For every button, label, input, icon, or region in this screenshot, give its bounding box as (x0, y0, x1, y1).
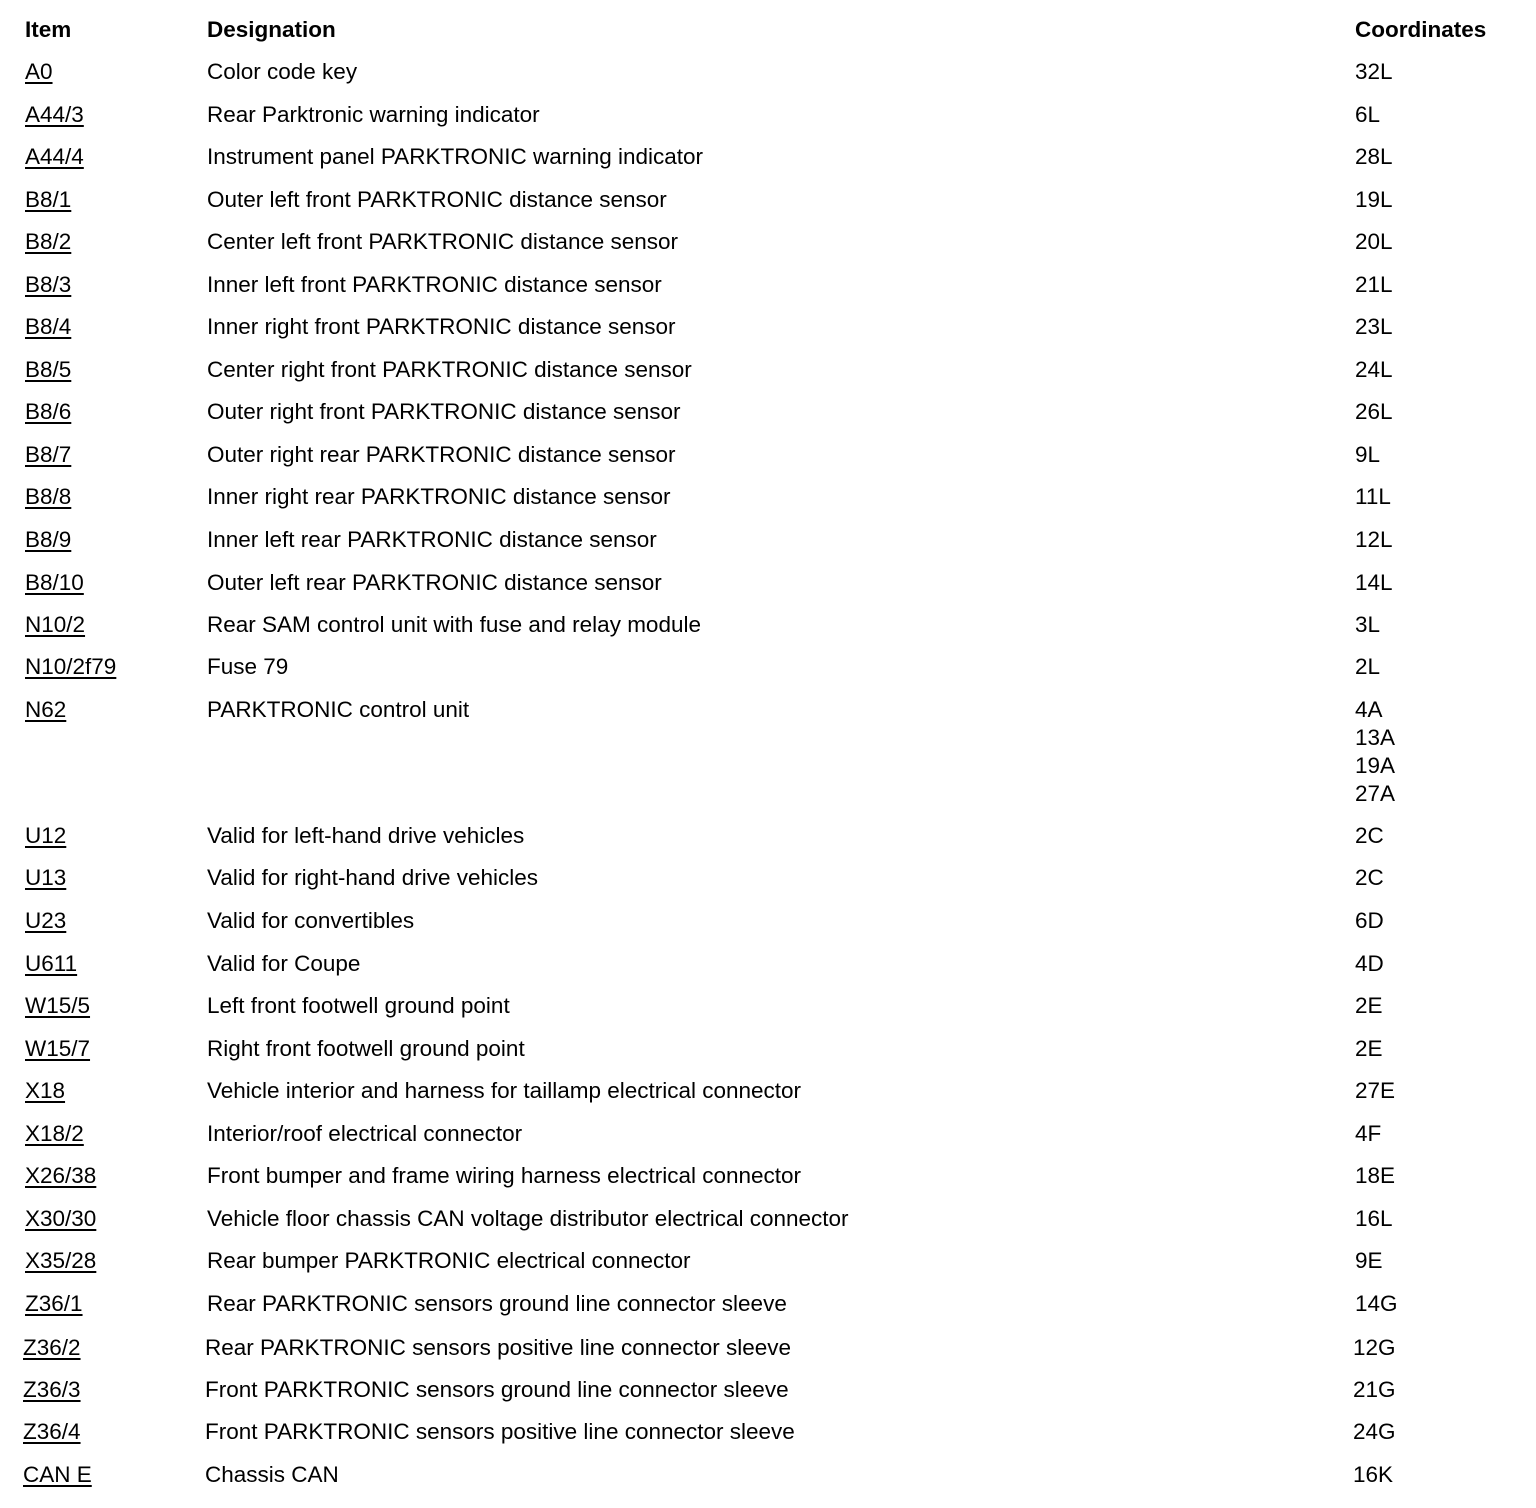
designation-text: Rear PARKTRONIC sensors positive line connector sleeve (205, 1335, 792, 1360)
coordinate-value: 14G (1355, 1291, 1398, 1316)
item-link[interactable]: X30/30 (25, 1206, 97, 1231)
coordinate-value: 32L (1355, 59, 1393, 84)
item-link[interactable]: B8/9 (25, 527, 72, 552)
item-link[interactable]: Z36/2 (23, 1335, 81, 1360)
coordinate-value: 4D (1355, 951, 1384, 976)
designation-text: Inner right rear PARKTRONIC distance sensor (207, 484, 671, 509)
item-link[interactable]: U611 (25, 951, 78, 976)
item-link[interactable]: B8/1 (25, 187, 72, 212)
designation-text: Outer right rear PARKTRONIC distance sensor (207, 442, 676, 467)
coordinates-cell (1355, 186, 1393, 214)
coordinates-cell (1355, 822, 1384, 850)
coordinates-cell (1353, 1418, 1396, 1446)
coordinates-cell (1353, 1376, 1396, 1404)
coordinate-value: 16L (1355, 1206, 1393, 1231)
coordinates-cell (1355, 483, 1391, 511)
item-link[interactable]: X18 (25, 1078, 66, 1103)
designation-text: Rear bumper PARKTRONIC electrical connector (207, 1248, 691, 1273)
coordinates-cell (1355, 313, 1393, 341)
item-link[interactable]: Z36/1 (25, 1291, 83, 1316)
designation-text: Inner right front PARKTRONIC distance sensor (207, 314, 676, 339)
coordinate-value: 11L (1355, 484, 1391, 509)
coordinate-value: 12G (1353, 1335, 1396, 1360)
item-link[interactable]: B8/6 (25, 399, 72, 424)
coordinate-value: 2E (1355, 993, 1383, 1018)
coordinates-cell (1355, 696, 1395, 808)
designation-text: Valid for left-hand drive vehicles (207, 823, 525, 848)
coordinate-value: 27E (1355, 1078, 1396, 1103)
item-link[interactable]: N62 (25, 697, 67, 722)
coordinates-cell (1355, 864, 1384, 892)
designation-text: Fuse 79 (207, 654, 289, 679)
coordinate-value: 4F (1355, 1121, 1382, 1146)
coordinates-cell (1355, 1247, 1383, 1275)
item-link[interactable]: W15/7 (25, 1036, 91, 1061)
coordinates-cell (1355, 228, 1393, 256)
coordinate-value: 13A (1355, 725, 1396, 750)
item-link[interactable]: X35/28 (25, 1248, 97, 1273)
designation-text: Outer left rear PARKTRONIC distance sensor (207, 570, 662, 595)
item-link[interactable]: B8/4 (25, 314, 72, 339)
designation-text: Valid for right-hand drive vehicles (207, 865, 538, 890)
designation-text: Vehicle interior and harness for taillamp electrical connector (207, 1078, 802, 1103)
coordinate-value: 18E (1355, 1163, 1396, 1188)
coordinates-cell (1355, 992, 1383, 1020)
designation-text: Outer right front PARKTRONIC distance sensor (207, 399, 681, 424)
coordinate-value: 2L (1355, 654, 1381, 679)
designation-text: Rear Parktronic warning indicator (207, 102, 540, 127)
coordinate-value: 2C (1355, 865, 1384, 890)
designation-text: Valid for Coupe (207, 951, 361, 976)
coordinates-cell (1355, 1120, 1381, 1148)
designation-text: Inner left rear PARKTRONIC distance sensor (207, 527, 657, 552)
item-link[interactable]: B8/8 (25, 484, 72, 509)
coordinates-cell (1355, 611, 1380, 639)
coordinate-value: 16K (1353, 1462, 1394, 1487)
designation-text: Rear PARKTRONIC sensors ground line connector sleeve (207, 1291, 787, 1316)
item-link[interactable]: X26/38 (25, 1163, 97, 1188)
coordinates-cell (1355, 1035, 1383, 1063)
coordinates-cell (1355, 143, 1393, 171)
coordinates-cell (1355, 1077, 1395, 1105)
item-link[interactable]: Z36/4 (23, 1419, 81, 1444)
header-item: Item (25, 17, 72, 42)
designation-text: Interior/roof electrical connector (207, 1121, 523, 1146)
item-link[interactable]: A0 (25, 59, 53, 84)
coordinates-cell (1355, 441, 1380, 469)
coordinates-cell (1353, 1461, 1393, 1489)
coordinate-value: 12L (1355, 527, 1393, 552)
designation-text: Valid for convertibles (207, 908, 415, 933)
designation-text: PARKTRONIC control unit (207, 697, 470, 722)
item-link[interactable]: N10/2f79 (25, 654, 117, 679)
item-link[interactable]: B8/7 (25, 442, 72, 467)
item-link[interactable]: U13 (25, 865, 67, 890)
item-link[interactable]: X18/2 (25, 1121, 84, 1146)
item-link[interactable]: B8/10 (25, 570, 84, 595)
designation-text: Front bumper and frame wiring harness electrical connector (207, 1163, 802, 1188)
designation-text: Outer left front PARKTRONIC distance sensor (207, 187, 667, 212)
designation-text: Front PARKTRONIC sensors positive line connector sleeve (205, 1419, 795, 1444)
coordinate-value: 6D (1355, 908, 1384, 933)
designation-text: Left front footwell ground point (207, 993, 510, 1018)
item-link[interactable]: B8/5 (25, 357, 72, 382)
coordinates-cell (1355, 569, 1393, 597)
designation-text: Vehicle floor chassis CAN voltage distributor electrical connector (207, 1206, 849, 1231)
coordinates-cell (1355, 271, 1393, 299)
coordinate-value: 3L (1355, 612, 1381, 637)
coordinate-value: 28L (1355, 144, 1393, 169)
coordinates-cell (1355, 356, 1393, 384)
header-designation: Designation (207, 17, 336, 42)
coordinate-value: 23L (1355, 314, 1393, 339)
coordinates-cell (1355, 101, 1380, 129)
coordinates-cell (1353, 1334, 1396, 1362)
item-link[interactable]: B8/2 (25, 229, 72, 254)
coordinate-value: 4A (1355, 697, 1383, 722)
coordinate-value: 24G (1353, 1419, 1396, 1444)
coordinate-value: 21L (1355, 272, 1393, 297)
item-link[interactable]: Z36/3 (23, 1377, 81, 1402)
item-link[interactable]: A44/3 (25, 102, 84, 127)
coordinates-cell (1355, 907, 1384, 935)
coordinates-cell (1355, 1205, 1393, 1233)
item-link[interactable]: N10/2 (25, 612, 86, 637)
designation-text: Chassis CAN (205, 1462, 339, 1487)
designation-text: Center left front PARKTRONIC distance sensor (207, 229, 679, 254)
designation-text: Center right front PARKTRONIC distance sensor (207, 357, 692, 382)
coordinate-value: 2E (1355, 1036, 1383, 1061)
coordinates-cell (1355, 1162, 1395, 1190)
item-link[interactable]: B8/3 (25, 272, 72, 297)
designation-text: Front PARKTRONIC sensors ground line connector sleeve (205, 1377, 789, 1402)
coordinate-value: 6L (1355, 102, 1381, 127)
header-coordinates: Coordinates (1355, 17, 1487, 42)
designation-text: Color code key (207, 59, 358, 84)
coordinate-value: 26L (1355, 399, 1393, 424)
designation-text: Rear SAM control unit with fuse and relay module (207, 612, 701, 637)
coordinate-value: 2C (1355, 823, 1384, 848)
coordinate-value: 19A (1355, 753, 1396, 778)
coordinate-value: 21G (1353, 1377, 1396, 1402)
coordinate-value: 9L (1355, 442, 1381, 467)
item-link[interactable]: W15/5 (25, 993, 91, 1018)
coordinate-value: 19L (1355, 187, 1393, 212)
coordinates-cell (1355, 398, 1393, 426)
item-link[interactable]: CAN E (23, 1462, 92, 1487)
coordinate-value: 27A (1355, 781, 1396, 806)
coordinate-value: 20L (1355, 229, 1393, 254)
coordinate-value: 24L (1355, 357, 1393, 382)
item-link[interactable]: U12 (25, 823, 67, 848)
designation-text: Inner left front PARKTRONIC distance sensor (207, 272, 662, 297)
coordinates-cell (1355, 653, 1380, 681)
coordinates-cell (1355, 58, 1393, 86)
coordinates-cell (1355, 526, 1393, 554)
designation-text: Right front footwell ground point (207, 1036, 525, 1061)
coordinate-value: 14L (1355, 570, 1393, 595)
coordinate-value: 9E (1355, 1248, 1383, 1273)
designation-text: Instrument panel PARKTRONIC warning indicator (207, 144, 704, 169)
coordinates-cell (1355, 950, 1384, 978)
item-link[interactable]: U23 (25, 908, 67, 933)
coordinates-cell (1355, 1290, 1398, 1318)
item-link[interactable]: A44/4 (25, 144, 84, 169)
